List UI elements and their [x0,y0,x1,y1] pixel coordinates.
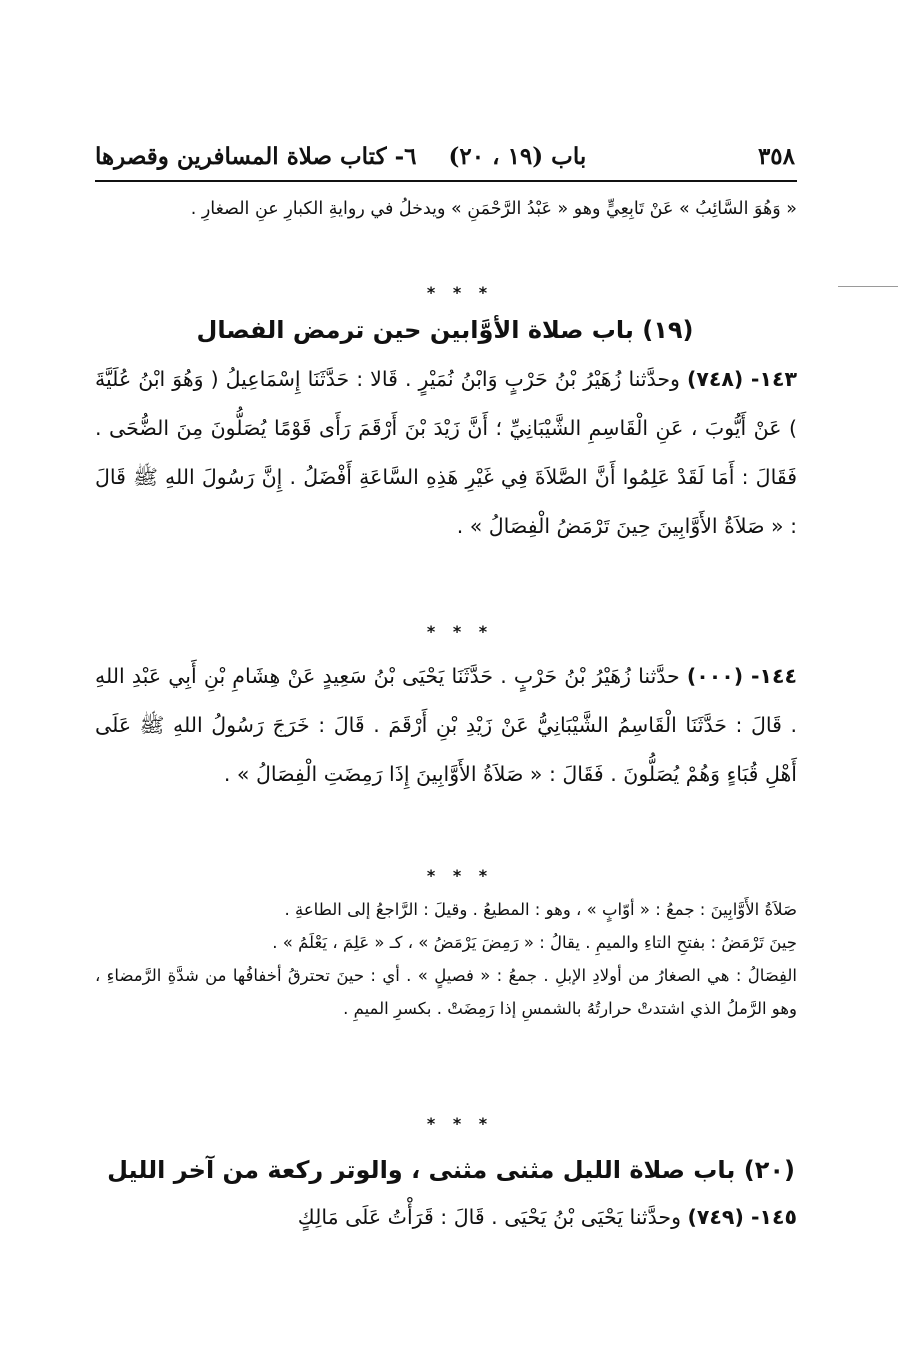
page-number: ٣٥٨ [757,142,795,170]
intro-paragraph: « وَهُوَ السَّائِبُ » عَنْ تَابِعِيٍّ وهو « عَبْدُ الرَّحْمَنِ » ويدخلُ في روايةِ الكبارِ عنِ الصغارِ . [190,199,797,219]
hadith-145 [95,1193,797,1242]
section-separator: * * * [426,622,494,641]
margin-mark [838,286,898,287]
note-line: صَلاَةُ الأَوَّابِينَ : جمعُ : « أوّابٍ » ، وهو : المطيعُ . وقيلَ : الرَّاجعُ إلى الطاعةِ . [284,900,797,919]
hadith-144-number: ١٤٤- (٠٠٠) [686,664,797,688]
chapter-20-title: (٢٠) باب صلاة الليل مثنى مثنى ، والوتر ركعة من آخر الليل [107,1156,795,1184]
hadith-145-number: ١٤٥- (٧٤٩) [687,1205,797,1229]
running-title [95,143,586,170]
chapter-19-title: (١٩) باب صلاة الأوَّابين حين ترمض الفصال [196,316,694,344]
hadith-143-number: ١٤٣- (٧٤٨) [686,367,797,391]
note-line: حِينَ تَرْمَضُ : بفتحِ التاءِ والميمِ . يقالُ : « رَمِضَ يَرْمَضُ » ، كـ « عَلِمَ ، يَعْلَمُ » . [272,933,797,952]
header-divider [95,180,797,182]
hadith-144 [95,652,797,799]
section-separator: * * * [426,1114,494,1133]
hadith-143-text: وحدَّثنا زُهَيْرُ بْنُ حَرْبٍ وَابْنُ نُمَيْرٍ . قَالا : حَدَّثَنَا إِسْمَاعِيلُ ( وَهُوَ ابْنُ عُلَيَّةَ ) عَنْ أَيُّوبَ ، عَنِ الْقَاسِمِ الشَّيْبَانِيِّ ؛ أَنَّ زَيْدَ بْنَ أَرْقَمَ رَأَى قَوْمًا يُصَلُّونَ مِنَ الضُّحَى . فَقَالَ : أَمَا لَقَدْ عَلِمُوا أَنَّ الصَّلاَةَ فِي غَيْرِ هَذِهِ السَّاعَةِ أَفْضَلُ . إِنَّ رَسُولَ اللهِ ﷺ قَالَ : « صَلاَةُ الأَوَّابِينَ حِينَ تَرْمَضُ الْفِصَالُ » . [95,367,797,538]
book-title: ٦- كتاب صلاة المسافرين وقصرها [95,142,417,170]
page-header [95,135,795,177]
hadith-144-text: حدَّثنا زُهَيْرُ بْنُ حَرْبٍ . حَدَّثَنَا يَحْيَى بْنُ سَعِيدٍ عَنْ هِشَامِ بْنِ أَبِي عَبْدِ اللهِ . قَالَ : حَدَّثَنَا الْقَاسِمُ الشَّيْبَانِيُّ عَنْ زَيْدِ بْنِ أَرْقَمَ . قَالَ : خَرَجَ رَسُولُ اللهِ ﷺ عَلَى أَهْلِ قُبَاءٍ وَهُمْ يُصَلُّونَ . فَقَالَ : « صَلاَةُ الأَوَّابِينَ إِذَا رَمِضَتِ الْفِصَالُ » . [95,664,797,786]
chapter-reference: باب (١٩ ، ٢٠) [448,142,587,170]
hadith-145-text: وحدَّثنا يَحْيَى بْنُ يَحْيَى . قَالَ : قَرَأْتُ عَلَى مَالِكٍ [297,1205,681,1229]
section-separator: * * * [426,866,494,885]
glossary-notes [95,893,797,1025]
section-separator: * * * [426,283,494,302]
hadith-143 [95,355,797,551]
note-line: الفِصَالُ : هي الصغارُ من أولادِ الإبلِ . جمعُ : « فصيلٍ » . أي : حينَ تحترقُ أخفافُها من شدَّةِ الرَّمضاءِ ، وهو الرَّملُ الذي اشتدتْ حرارتُهُ بالشمسِ إذا رَمِضَتْ . بكسرِ الميمِ . [95,966,797,1018]
